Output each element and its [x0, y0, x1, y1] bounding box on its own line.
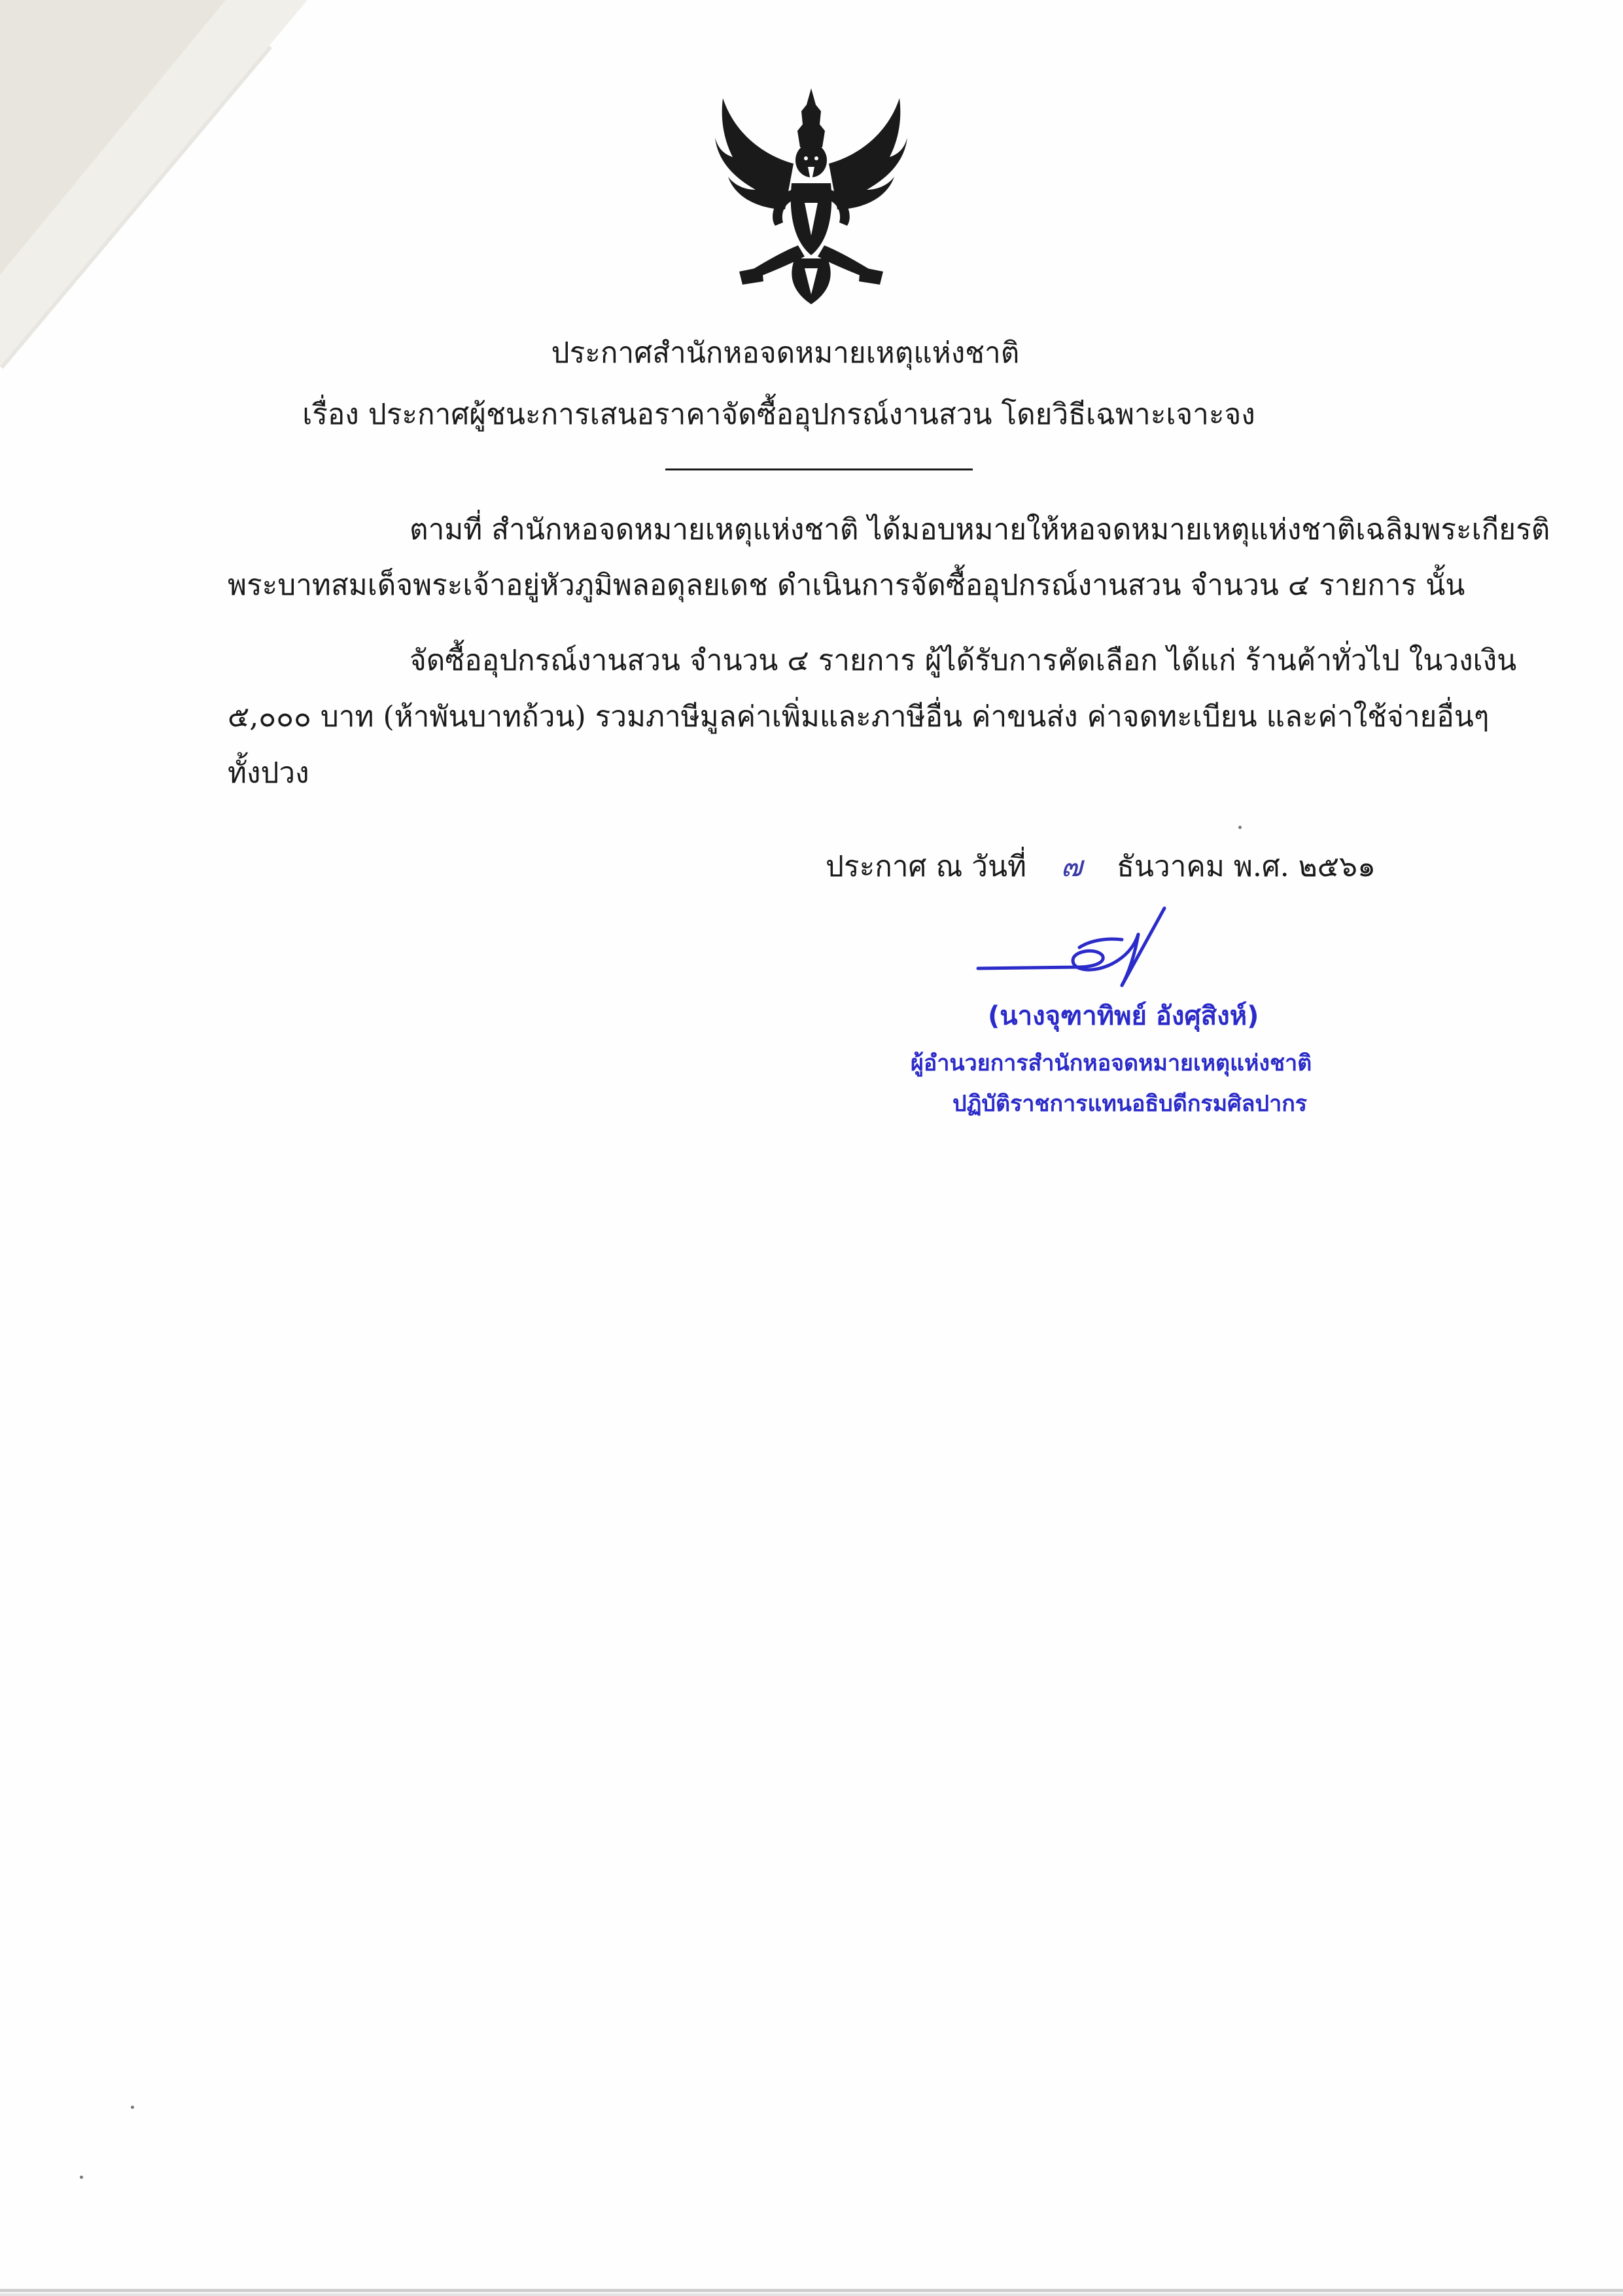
announcement-subject: เรื่อง ประกาศผู้ชนะการเสนอราคาจัดซื้ออุปกรณ์งานสวน โดยวิธีเฉพาะเจาะจง [302, 398, 1255, 431]
signatory-position-line1: ผู้อำนวยการสำนักหอจดหมายเหตุแห่งชาติ [911, 1050, 1312, 1076]
scan-speck [131, 2106, 134, 2109]
signatory-position-line2: ปฏิบัติราชการแทนอธิบดีกรมศิลปากร [952, 1091, 1308, 1117]
paragraph2-line3: ทั้งปวง [228, 756, 309, 790]
paragraph1-line1: ตามที่ สำนักหอจดหมายเหตุแห่งชาติ ได้มอบหมายให้หอจดหมายเหตุแห่งชาติเฉลิมพระเกียรติ [410, 513, 1550, 546]
announcement-title: ประกาศสำนักหอจดหมายเหตุแห่งชาติ [551, 336, 1020, 370]
handwritten-signature [975, 902, 1236, 1000]
scan-speck [80, 2176, 83, 2179]
paragraph1-line2: พระบาทสมเด็จพระเจ้าอยู่หัวภูมิพลอดุลยเดช ดำเนินการจัดซื้ออุปกรณ์งานสวน จำนวน ๔ รายการ นั้น [228, 569, 1465, 602]
scan-speck [1238, 826, 1242, 829]
signatory-name: (นางจุฑาทิพย์ อังศุสิงห์) [988, 1001, 1259, 1031]
paragraph2-line2: ๕,๐๐๐ บาท (ห้าพันบาทถ้วน) รวมภาษีมูลค่าเพิ่มและภาษีอื่น ค่าขนส่ง ค่าจดทะเบียน และค่าใช้จ่ายอื่นๆ [228, 700, 1490, 733]
scan-bottom-edge-shadow [0, 2293, 1623, 2296]
garuda-emblem-icon [710, 85, 913, 308]
date-prefix: ประกาศ ณ วันที่ [826, 850, 1027, 883]
title-divider [665, 468, 973, 470]
date-month-year: ธันวาคม พ.ศ. ๒๕๖๑ [1117, 850, 1376, 883]
paragraph2-line1: จัดซื้ออุปกรณ์งานสวน จำนวน ๔ รายการ ผู้ได้รับการคัดเลือก ได้แก่ ร้านค้าทั่วไป ในวงเงิน [410, 644, 1517, 677]
announcement-date [826, 847, 1376, 887]
scan-bottom-edge [0, 2289, 1623, 2292]
date-day: ๗ [1060, 850, 1083, 883]
